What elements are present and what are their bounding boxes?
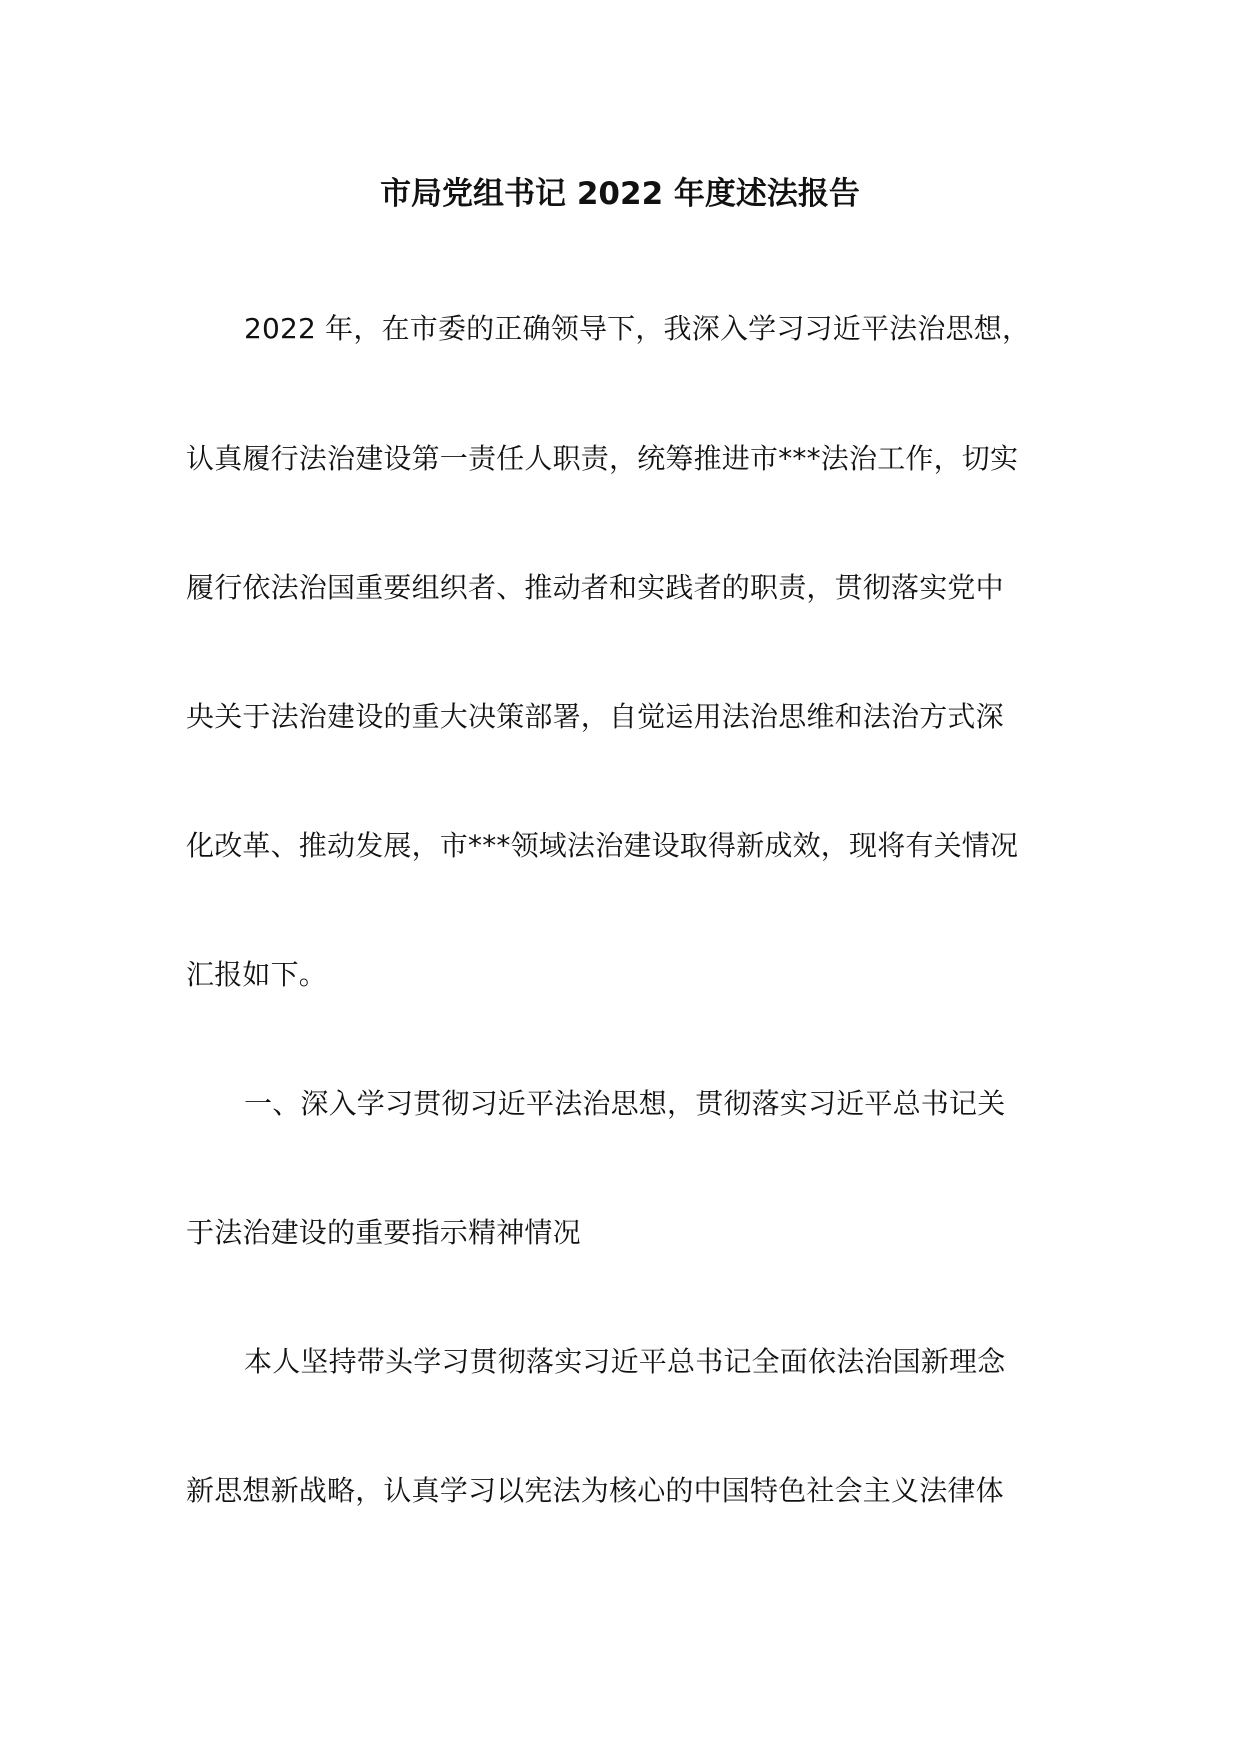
document-title: 市局党组书记 2022 年度述法报告 [380, 176, 860, 212]
paragraph-line: 本人坚持带头学习贯彻落实习近平总书记全面依法治国新理念 [244, 1345, 1006, 1378]
paragraph-line: 新思想新战略，认真学习以宪法为核心的中国特色社会主义法律体 [186, 1474, 1004, 1507]
section-heading-line: 一、深入学习贯彻习近平法治思想，贯彻落实习近平总书记关 [244, 1087, 1006, 1120]
paragraph-line: 汇报如下。 [186, 958, 328, 991]
paragraph-line: 央关于法治建设的重大决策部署，自觉运用法治思维和法治方式深 [186, 700, 1004, 733]
section-heading-line: 于法治建设的重要指示精神情况 [186, 1216, 581, 1249]
paragraph-line: 化改革、推动发展，市***领域法治建设取得新成效，现将有关情况 [186, 829, 1019, 862]
paragraph-line: 认真履行法治建设第一责任人职责，统筹推进市***法治工作，切实 [186, 442, 1019, 475]
paragraph-line: 履行依法治国重要组织者、推动者和实践者的职责，贯彻落实党中 [186, 571, 1004, 604]
paragraph-line: 2022 年，在市委的正确领导下，我深入学习习近平法治思想， [244, 312, 1031, 345]
